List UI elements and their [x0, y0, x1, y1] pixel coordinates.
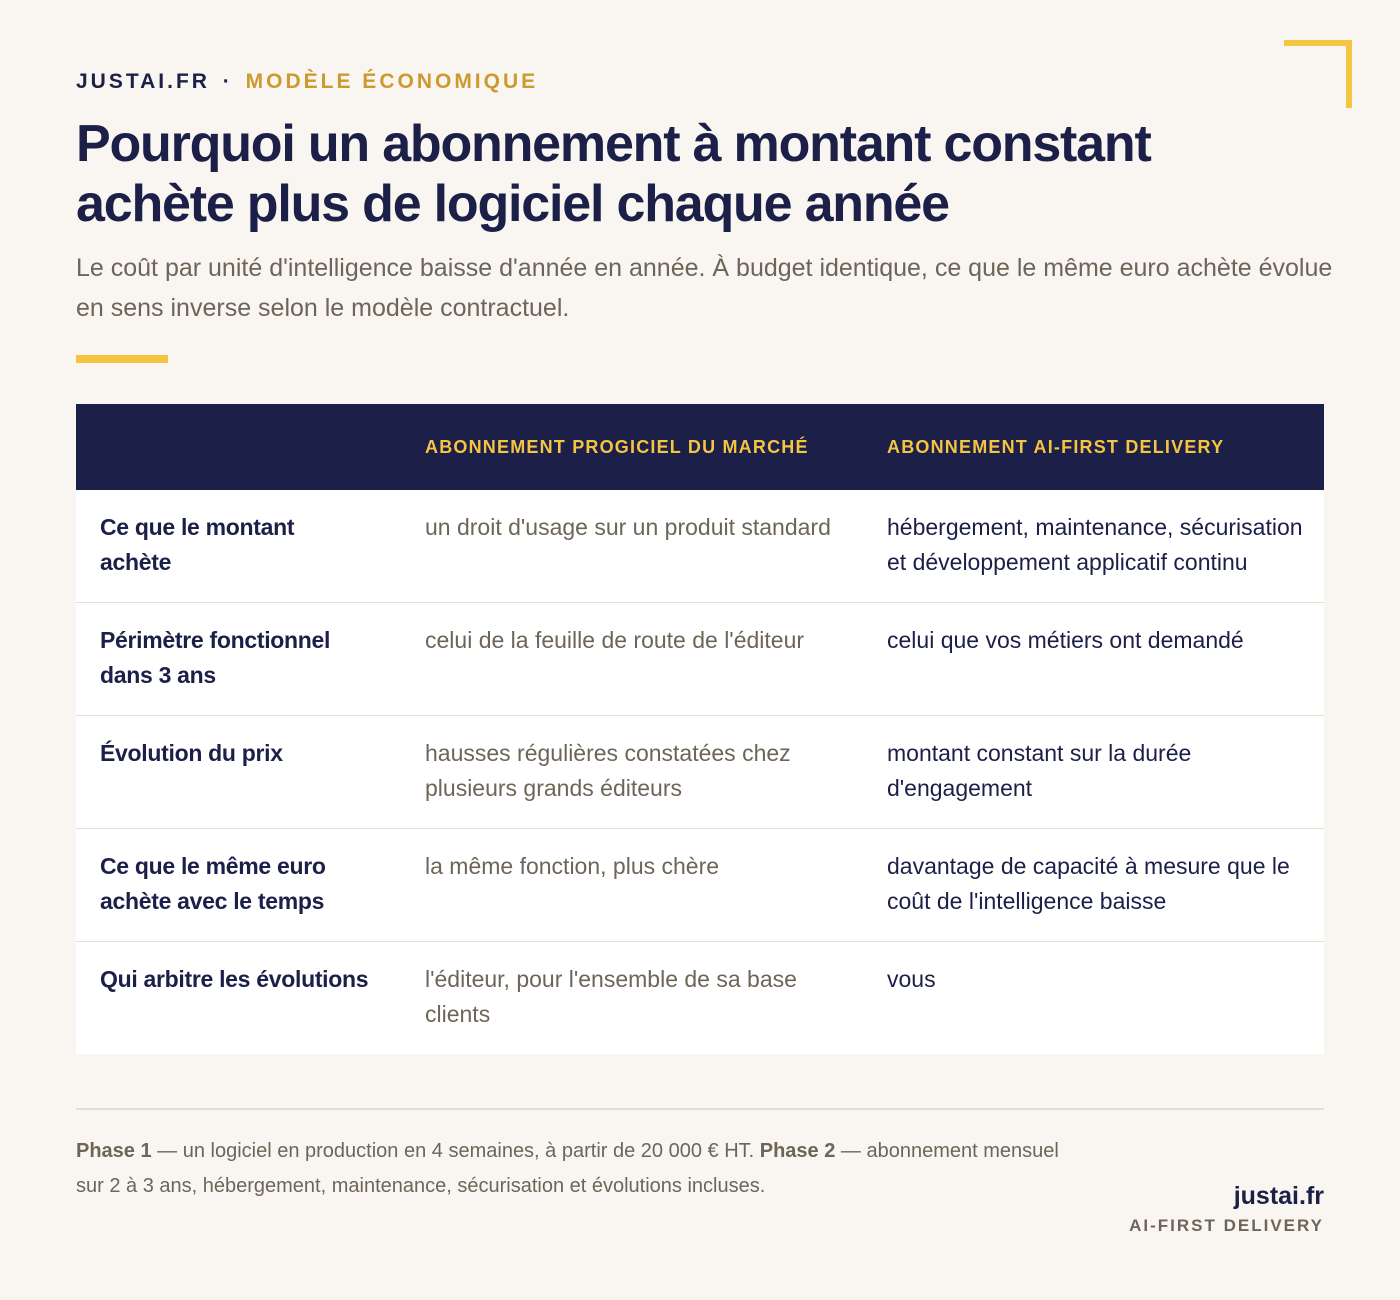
page-title: Pourquoi un abonnement à montant constant achète plus de logiciel chaque année — [76, 115, 1151, 233]
market-cell: un droit d'usage sur un produit standard — [425, 514, 831, 540]
table-row — [76, 942, 1324, 1054]
phase1-text: — un logiciel en production en 4 semaines, à partir de 20 000 € HT. — [151, 1140, 760, 1162]
row-label: Ce que le montant achète — [100, 514, 295, 575]
ai-first-cell: hébergement, maintenance, sécurisation et développement applicatif continu — [887, 514, 1303, 575]
phase1-label: Phase 1 — [76, 1140, 152, 1162]
market-cell: hausses régulières constatées chez plusieurs grands éditeurs — [425, 740, 791, 801]
market-cell: celui de la feuille de route de l'éditeur — [425, 627, 805, 653]
row-label: Évolution du prix — [100, 740, 283, 766]
page-subtitle: Le coût par unité d'intelligence baisse d'année en année. À budget identique, ce que le même euro achète évolue en sens inverse selon le modèle contractuel. — [76, 254, 1333, 322]
kicker-separator: · — [222, 70, 233, 93]
table-row — [76, 829, 1324, 942]
footer-divider — [76, 1108, 1324, 1110]
ai-first-cell: celui que vos métiers ont demandé — [887, 627, 1244, 653]
market-cell: la même fonction, plus chère — [425, 853, 720, 879]
ai-first-cell: vous — [887, 966, 936, 992]
ai-first-cell: davantage de capacité à mesure que le coût de l'intelligence baisse — [887, 853, 1290, 914]
kicker-section: MODÈLE ÉCONOMIQUE — [245, 70, 539, 93]
row-label: Ce que le même euro achète avec le temps — [100, 853, 326, 914]
phase2-text: — abonnement mensuel sur 2 à 3 ans, hébergement, maintenance, sécurisation et évolutions incluses. — [76, 1140, 1059, 1197]
column-header-market: ABONNEMENT PROGICIEL DU MARCHÉ — [425, 437, 809, 457]
market-cell: l'éditeur, pour l'ensemble de sa base clients — [425, 966, 797, 1027]
row-label: Qui arbitre les évolutions — [100, 966, 369, 992]
table-row — [76, 490, 1324, 603]
signature-tagline: AI-FIRST DELIVERY — [1129, 1216, 1324, 1235]
accent-bar — [76, 355, 168, 363]
kicker-brand: JUSTAI.FR — [76, 70, 210, 93]
brand-signature — [1129, 1180, 1324, 1240]
phases-footnote — [76, 1134, 1066, 1204]
table-header — [76, 404, 1324, 490]
row-label: Périmètre fonctionnel dans 3 ans — [100, 627, 331, 688]
phase2-label: Phase 2 — [759, 1140, 836, 1162]
comparison-table — [76, 404, 1324, 1054]
ai-first-cell: montant constant sur la durée d'engagement — [887, 740, 1192, 801]
kicker — [76, 70, 538, 94]
table-row — [76, 603, 1324, 716]
signature-site: justai.fr — [1233, 1182, 1324, 1210]
corner-accent — [1284, 40, 1352, 108]
table-row — [76, 716, 1324, 829]
column-header-ai-first: ABONNEMENT AI-FIRST DELIVERY — [887, 437, 1225, 457]
